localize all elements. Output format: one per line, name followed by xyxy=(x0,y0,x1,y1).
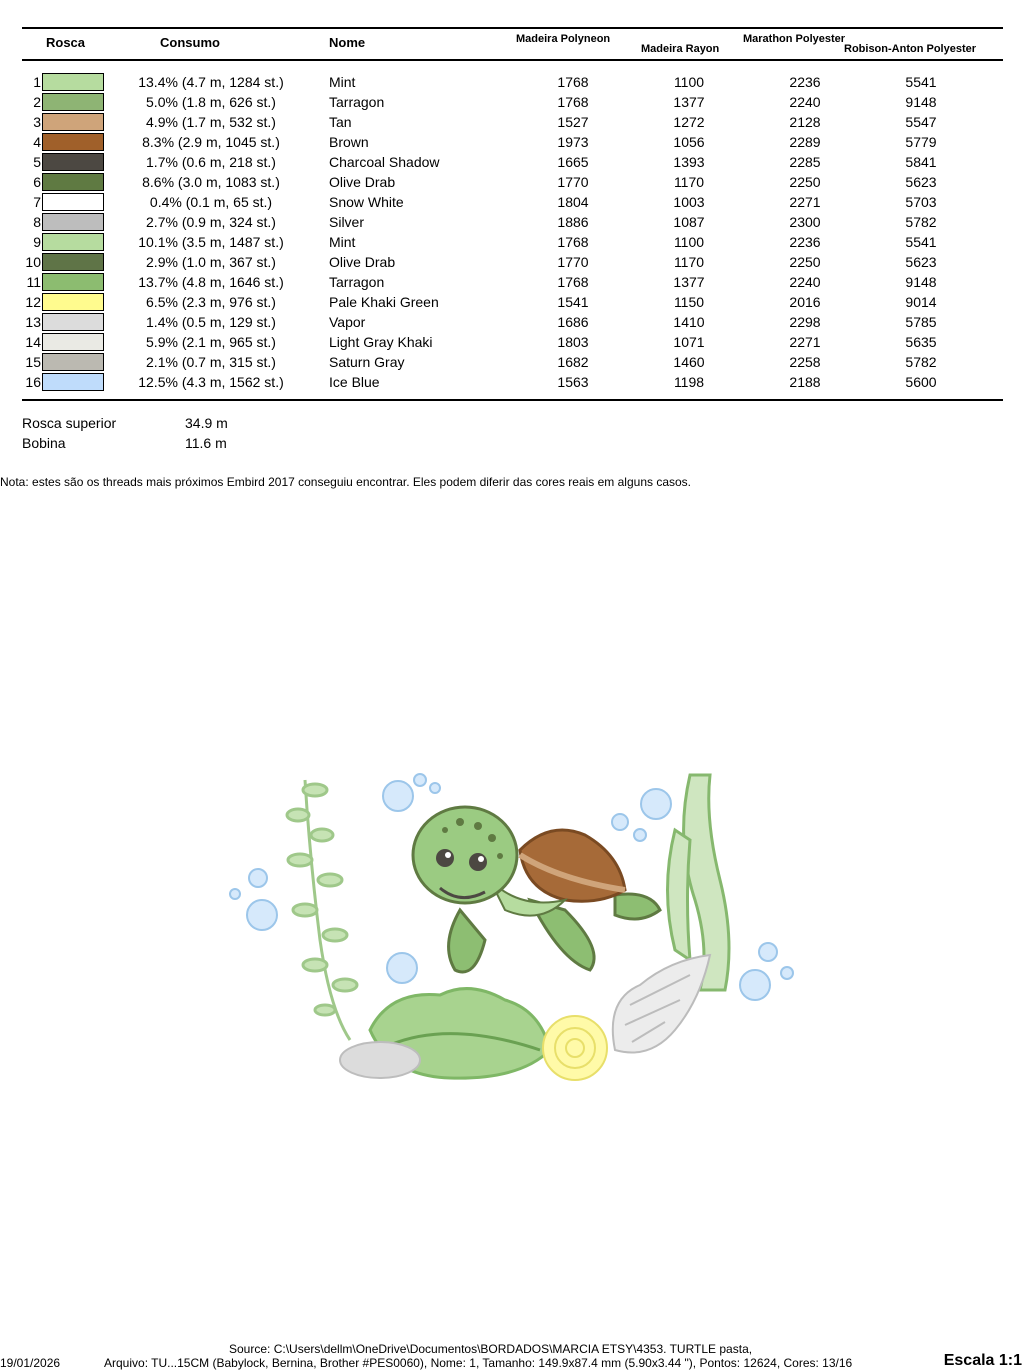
madeira-rayon-code: 1003 xyxy=(673,194,705,210)
table-row xyxy=(0,192,1024,212)
madeira-rayon-code: 1460 xyxy=(673,354,705,370)
table-row xyxy=(0,272,1024,292)
color-swatch xyxy=(42,133,104,151)
thread-usage: 8.3% (2.9 m, 1045 st.) xyxy=(142,134,280,150)
embroidery-preview xyxy=(220,760,810,1090)
turtle-shell xyxy=(520,830,625,901)
madeira-rayon-code: 1087 xyxy=(673,214,705,230)
marathon-code: 2236 xyxy=(789,74,821,90)
color-swatch xyxy=(42,173,104,191)
madeira-polyneon-code: 1886 xyxy=(557,214,589,230)
thread-number: 1 xyxy=(33,74,41,90)
color-swatch xyxy=(42,73,104,91)
top-thread-label: Rosca superior xyxy=(22,415,117,431)
color-swatch xyxy=(42,333,104,351)
thread-usage: 1.4% (0.5 m, 129 st.) xyxy=(146,314,276,330)
madeira-polyneon-code: 1541 xyxy=(557,294,589,310)
color-swatch xyxy=(42,353,104,371)
col-header-thread: Rosca xyxy=(46,35,86,50)
thread-usage: 2.1% (0.7 m, 315 st.) xyxy=(146,354,276,370)
thread-usage: 2.7% (0.9 m, 324 st.) xyxy=(146,214,276,230)
color-swatch xyxy=(42,113,104,131)
madeira-rayon-code: 1198 xyxy=(673,374,705,390)
thread-number: 15 xyxy=(25,354,41,370)
robison-anton-code: 9014 xyxy=(905,294,937,310)
thread-usage: 13.4% (4.7 m, 1284 st.) xyxy=(138,74,284,90)
color-swatch xyxy=(42,193,104,211)
madeira-rayon-code: 1100 xyxy=(673,74,705,90)
bobbin-value: 11.6 m xyxy=(185,435,227,451)
robison-anton-code: 9148 xyxy=(905,274,937,290)
note-text: Nota: estes são os threads mais próximos Embird 2017 conseguiu encontrar. Eles podem diferir das cores reais em alguns casos. xyxy=(0,475,692,489)
table-row xyxy=(0,372,1024,392)
madeira-rayon-code: 1071 xyxy=(673,334,705,350)
color-swatch xyxy=(42,233,104,251)
robison-anton-code: 5541 xyxy=(905,74,937,90)
top-thread-value: 34.9 m xyxy=(185,415,228,431)
bobbin-label: Bobina xyxy=(22,435,66,451)
madeira-polyneon-code: 1682 xyxy=(557,354,589,370)
marathon-code: 2285 xyxy=(789,154,821,170)
thread-usage: 1.7% (0.6 m, 218 st.) xyxy=(146,154,276,170)
madeira-polyneon-code: 1665 xyxy=(557,154,589,170)
robison-anton-code: 5841 xyxy=(905,154,937,170)
thread-name: Snow White xyxy=(329,194,404,210)
robison-anton-code: 5547 xyxy=(905,114,937,130)
color-swatch xyxy=(42,253,104,271)
table-row xyxy=(0,92,1024,112)
marathon-code: 2271 xyxy=(789,194,821,210)
thread-number: 13 xyxy=(25,314,41,330)
marathon-code: 2236 xyxy=(789,234,821,250)
thread-number: 14 xyxy=(25,334,41,350)
marathon-code: 2128 xyxy=(789,114,821,130)
col-header-robison: Robison-Anton Polyester xyxy=(844,43,977,55)
marathon-code: 2250 xyxy=(789,174,821,190)
table-row xyxy=(0,352,1024,372)
thread-name: Tan xyxy=(329,114,352,130)
robison-anton-code: 5703 xyxy=(905,194,937,210)
header-top-rule xyxy=(22,27,1003,29)
color-swatch xyxy=(42,153,104,171)
table-row xyxy=(0,112,1024,132)
table-row xyxy=(0,292,1024,312)
thread-number: 5 xyxy=(33,154,41,170)
table-row xyxy=(0,212,1024,232)
marathon-code: 2300 xyxy=(789,214,821,230)
thread-number: 4 xyxy=(33,134,41,150)
thread-usage: 10.1% (3.5 m, 1487 st.) xyxy=(138,234,284,250)
thread-name: Mint xyxy=(329,234,356,250)
robison-anton-code: 5779 xyxy=(905,134,937,150)
marathon-code: 2298 xyxy=(789,314,821,330)
color-swatch xyxy=(42,293,104,311)
madeira-polyneon-code: 1770 xyxy=(557,254,589,270)
thread-name: Tarragon xyxy=(329,94,385,110)
thread-usage: 6.5% (2.3 m, 976 st.) xyxy=(146,294,276,310)
color-swatch xyxy=(42,313,104,331)
scale-label: Escala 1:1 xyxy=(943,1352,1022,1369)
yellow-shell xyxy=(543,1016,607,1080)
thread-number: 10 xyxy=(25,254,41,270)
footer-date: 19/01/2026 xyxy=(0,1356,61,1370)
madeira-rayon-code: 1150 xyxy=(673,294,705,310)
table-row xyxy=(0,152,1024,172)
madeira-rayon-code: 1170 xyxy=(673,254,705,270)
madeira-polyneon-code: 1527 xyxy=(557,114,589,130)
thread-name: Charcoal Shadow xyxy=(329,154,440,170)
thread-number: 8 xyxy=(33,214,41,230)
robison-anton-code: 5623 xyxy=(905,174,937,190)
madeira-polyneon-code: 1973 xyxy=(557,134,589,150)
color-swatch xyxy=(42,93,104,111)
color-swatch xyxy=(42,273,104,291)
madeira-rayon-code: 1410 xyxy=(673,314,705,330)
table-bottom-rule xyxy=(22,399,1003,401)
madeira-rayon-code: 1377 xyxy=(673,94,705,110)
madeira-polyneon-code: 1770 xyxy=(557,174,589,190)
table-row xyxy=(0,232,1024,252)
table-row xyxy=(0,172,1024,192)
marathon-code: 2188 xyxy=(789,374,821,390)
marathon-code: 2240 xyxy=(789,94,821,110)
color-swatch xyxy=(42,213,104,231)
thread-name: Ice Blue xyxy=(329,374,380,390)
thread-usage: 12.5% (4.3 m, 1562 st.) xyxy=(138,374,284,390)
madeira-rayon-code: 1377 xyxy=(673,274,705,290)
madeira-polyneon-code: 1804 xyxy=(557,194,589,210)
thread-name: Saturn Gray xyxy=(329,354,405,370)
thread-name: Pale Khaki Green xyxy=(329,294,439,310)
thread-usage: 13.7% (4.8 m, 1646 st.) xyxy=(138,274,284,290)
thread-number: 6 xyxy=(33,174,41,190)
thread-usage: 5.9% (2.1 m, 965 st.) xyxy=(146,334,276,350)
marathon-code: 2250 xyxy=(789,254,821,270)
spiral-shell xyxy=(613,955,710,1053)
thread-name: Mint xyxy=(329,74,356,90)
marathon-code: 2016 xyxy=(789,294,821,310)
thread-name: Vapor xyxy=(329,314,366,330)
robison-anton-code: 5635 xyxy=(905,334,937,350)
thread-number: 9 xyxy=(33,234,41,250)
thread-number: 12 xyxy=(25,294,41,310)
robison-anton-code: 5541 xyxy=(905,234,937,250)
thread-number: 11 xyxy=(26,274,41,290)
marathon-code: 2289 xyxy=(789,134,821,150)
madeira-rayon-code: 1272 xyxy=(673,114,705,130)
robison-anton-code: 5782 xyxy=(905,214,937,230)
robison-anton-code: 9148 xyxy=(905,94,937,110)
col-header-name: Nome xyxy=(329,35,366,50)
thread-number: 2 xyxy=(33,94,41,110)
thread-usage: 4.9% (1.7 m, 532 st.) xyxy=(146,114,276,130)
thread-usage: 2.9% (1.0 m, 367 st.) xyxy=(146,254,276,270)
madeira-rayon-code: 1056 xyxy=(673,134,705,150)
thread-name: Brown xyxy=(329,134,369,150)
madeira-polyneon-code: 1803 xyxy=(557,334,589,350)
footer-source: Source: C:\Users\dellm\OneDrive\Documentos\BORDADOS\MARCIA ETSY\4353. TURTLE pasta, xyxy=(229,1342,753,1356)
thread-name: Light Gray Khaki xyxy=(329,334,433,350)
robison-anton-code: 5782 xyxy=(905,354,937,370)
col-header-usage: Consumo xyxy=(160,35,220,50)
thread-number: 16 xyxy=(25,374,41,390)
col-header-madeira-polyneon: Madeira Polyneon xyxy=(516,33,611,45)
marathon-code: 2240 xyxy=(789,274,821,290)
table-row xyxy=(0,332,1024,352)
madeira-polyneon-code: 1686 xyxy=(557,314,589,330)
robison-anton-code: 5623 xyxy=(905,254,937,270)
madeira-rayon-code: 1393 xyxy=(673,154,705,170)
thread-name: Olive Drab xyxy=(329,254,396,270)
color-swatch xyxy=(42,373,104,391)
thread-name: Olive Drab xyxy=(329,174,396,190)
thread-usage: 0.4% (0.1 m, 65 st.) xyxy=(149,194,273,210)
thread-name: Tarragon xyxy=(329,274,385,290)
madeira-polyneon-code: 1768 xyxy=(557,234,589,250)
thread-usage: 5.0% (1.8 m, 626 st.) xyxy=(146,94,276,110)
footer-file-info: Arquivo: TU...15CM (Babylock, Bernina, Brother #PES0060), Nome: 1, Tamanho: 149.9x87.4 mm (5.90x3.44 "), Pontos: 12624, Cores: 13/16 xyxy=(104,1356,853,1370)
col-header-madeira-rayon: Madeira Rayon xyxy=(641,43,720,55)
col-header-marathon: Marathon Polyester xyxy=(743,33,846,45)
marathon-code: 2271 xyxy=(789,334,821,350)
thread-name: Silver xyxy=(329,214,365,230)
table-row xyxy=(0,72,1024,92)
thread-number: 7 xyxy=(33,194,41,210)
rock xyxy=(340,1042,420,1078)
thread-usage: 8.6% (3.0 m, 1083 st.) xyxy=(142,174,280,190)
header-bottom-rule xyxy=(22,59,1003,61)
madeira-polyneon-code: 1768 xyxy=(557,274,589,290)
table-row xyxy=(0,312,1024,332)
madeira-polyneon-code: 1768 xyxy=(557,94,589,110)
madeira-rayon-code: 1170 xyxy=(673,174,705,190)
madeira-polyneon-code: 1563 xyxy=(557,374,589,390)
table-row xyxy=(0,252,1024,272)
robison-anton-code: 5785 xyxy=(905,314,937,330)
madeira-polyneon-code: 1768 xyxy=(557,74,589,90)
thread-number: 3 xyxy=(33,114,41,130)
madeira-rayon-code: 1100 xyxy=(673,234,705,250)
marathon-code: 2258 xyxy=(789,354,821,370)
left-kelp xyxy=(287,780,357,1040)
table-row xyxy=(0,132,1024,152)
robison-anton-code: 5600 xyxy=(905,374,937,390)
